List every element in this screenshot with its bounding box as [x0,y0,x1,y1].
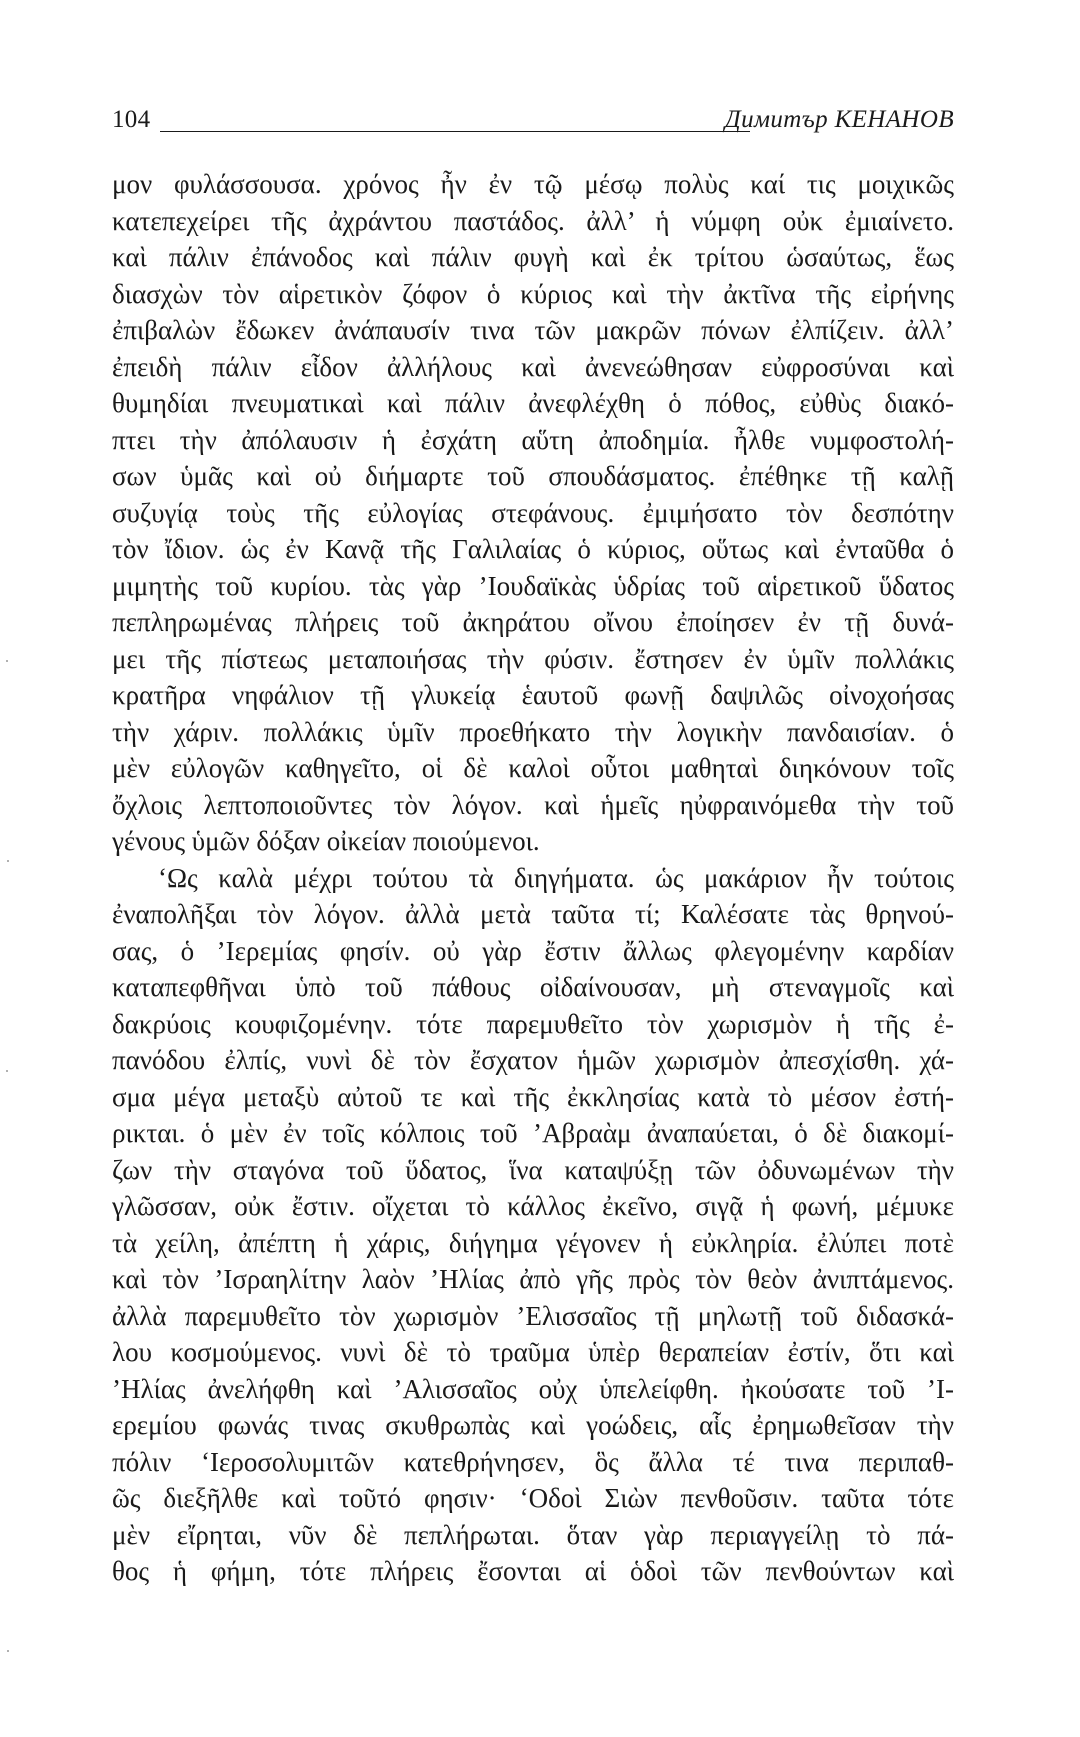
text-line: μει τῆς πίστεως μεταποιήσας τὴν φύσιν. ἔστησεν ἐν ὑμῖν πολλάκις [112,643,954,674]
text-line: γλῶσσαν, οὐκ ἔστιν. οἴχεται τὸ κάλλος ἐκεῖνο, σιγᾷ ἡ φωνή, μέμυκε [112,1191,954,1221]
text-line: διασχὼν τὸν αἱρετικὸν ζόφον ὁ κύριος καὶ τὴν ἀκτῖνα τῆς εἰρήνης [112,278,954,309]
text-line: μιμητὴς τοῦ κυρίου. τὰς γὰρ ’Ιουδαϊκὰς ὑδρίας τοῦ αἱρετικοῦ ὕδατος [112,570,954,601]
text-line: ἀλλὰ παρεμυθεῖτο τὸν χωρισμὸν ’Ελισσαῖος τῇ μηλωτῇ τοῦ διδασκά- [112,1300,954,1331]
running-head: Димитър КЕНАНОВ [724,106,954,133]
text-line: λου κοσμούμενος. νυνὶ δὲ τὸ τραῦμα ὑπὲρ θεραπείαν ἐστίν, ὅτι καὶ [112,1337,954,1367]
text-line: μὲν εὐλογῶν καθηγεῖτο, οἱ δὲ καλοὶ οὗτοι μαθηταὶ διηκόνουν τοῖς [112,753,954,783]
text-line: ἐπειδὴ πάλιν εἶδον ἀλλήλους καὶ ἀνενεώθησαν εὐφροσύναι καὶ [112,351,954,382]
text-line: καταπεφθῆναι ὑπὸ τοῦ πάθους οἰδαίνουσαν, μὴ στεναγμοῖς καὶ [112,972,954,1002]
text-line: τὴν χάριν. πολλάκις ὑμῖν προεθήκατο τὴν λογικὴν πανδαισίαν. ὁ [112,716,954,747]
scan-speck [6,1070,8,1072]
text-line: ἐπιβαλὼν ἔδωκεν ἀνάπαυσίν τινα τῶν μακρῶν πόνων ἐλπίζειν. ἀλλ’ [112,315,954,345]
text-line: σας, ὁ ’Ιερεμίας φησίν. οὐ γὰρ ἔστιν ἄλλως φλεγομένην καρδίαν [112,935,954,966]
text-line: σμα μέγα μεταξὺ αὐτοῦ τε καὶ τῆς ἐκκλησίας κατὰ τὸ μέσον ἐστή- [112,1081,954,1112]
text-line: μον φυλάσσουσα. χρόνος ἦν ἐν τῷ μέσῳ πολὺς καί τις μοιχικῶς [112,169,954,199]
header-rule [160,131,750,132]
text-line: κρατῆρα νηφάλιον τῇ γλυκείᾳ ἑαυτοῦ φωνῇ δαψιλῶς οἰνοχοήσας [112,680,954,710]
text-line: ὄχλοις λεπτοποιοῦντες τὸν λόγον. καὶ ἡμεῖς ηὐφραινόμεθα τὴν τοῦ [112,789,954,820]
text-line: κατεπεχείρει τῆς ἀχράντου παστάδος. ἀλλ’ ἡ νύμφη οὐκ ἐμιαίνετο. [112,205,954,236]
scan-speck [7,1650,9,1652]
text-line: σων ὑμᾶς καὶ οὐ διήμαρτε τοῦ σπουδάσματος. ἐπέθηκε τῇ καλῇ [112,461,954,491]
text-line: ῶς διεξῆλθε καὶ τοῦτό φησιν· ‘Οδοὶ Σιὼν πενθοῦσιν. ταῦτα τότε [112,1483,954,1513]
text-line: πανόδου ἐλπίς, νυνὶ δὲ τὸν ἔσχατον ἡμῶν χωρισμὸν ἀπεσχίσθη. χά- [112,1045,954,1075]
text-line: πτει τὴν ἀπόλαυσιν ἡ ἐσχάτη αὕτη ἀποδημία. ἦλθε νυμφοστολή- [112,424,954,455]
text-line: δακρύοις κουφιζομένην. τότε παρεμυθεῖτο τὸν χωρισμὸν ἡ τῆς ἐ- [112,1008,954,1039]
text-line: πεπληρωμένας πλήρεις τοῦ ἀκηράτου οἴνου ἐποίησεν ἐν τῇ δυνά- [112,607,954,637]
page-header [112,104,954,144]
text-line: καὶ πάλιν ἐπάνοδος καὶ πάλιν φυγὴ καὶ ἐκ τρίτου ὡσαύτως, ἕως [112,242,954,272]
text-line: τὰ χείλη, ἀπέπτη ἡ χάρις, διήγημα γέγονεν ἡ εὐκληρία. ἐλύπει ποτὲ [112,1227,954,1258]
body-text [112,166,954,1590]
text-line: ζων τὴν σταγόνα τοῦ ὕδατος, ἵνα καταψύξῃ τῶν ὀδυνωμένων τὴν [112,1154,954,1185]
text-line: τὸν ἴδιον. ὡς ἐν Κανᾷ τῆς Γαλιλαίας ὁ κύριος, οὕτως καὶ ἐνταῦθα ὁ [112,534,954,564]
text-line: θυμηδίαι πνευματικαὶ καὶ πάλιν ἀνεφλέχθη ὁ πόθος, εὐθὺς διακό- [112,388,954,418]
text-line: ερεμίου φωνάς τινας σκυθρωπὰς καὶ γοώδεις, αἷς ἐρημωθεῖσαν τὴν [112,1410,954,1440]
text-line: ‘Ως καλὰ μέχρι τούτου τὰ διηγήματα. ὡς μακάριον ἦν τούτοις [158,862,954,893]
paragraph-2 [112,860,954,1590]
text-line: μὲν εἴρηται, νῦν δὲ πεπλήρωται. ὅταν γὰρ περιαγγείλῃ τὸ πά- [112,1519,954,1550]
scan-speck [6,660,8,662]
text-line: ἐναπολῆξαι τὸν λόγον. ἀλλὰ μετὰ ταῦτα τί; Καλέσατε τὰς θρηνού- [112,899,954,929]
text-line: καὶ τὸν ’Ισραηλίτην λαὸν ’Ηλίας ἀπὸ γῆς πρὸς τὸν θεὸν ἀνιπτάμενος. [112,1264,954,1294]
paragraph-1 [112,166,954,860]
text-line: θος ἡ φήμη, τότε πλήρεις ἔσονται αἱ ὁδοὶ τῶν πενθούντων καὶ [112,1556,954,1586]
scan-speck [7,860,9,862]
text-line: πόλιν ‘Ιεροσολυμιτῶν κατεθρήνησεν, ὃς ἄλλα τέ τινα περιπαθ- [112,1446,954,1477]
page-number: 104 [112,106,151,133]
text-line: γένους ὑμῶν δόξαν οἰκείαν ποιούμενοι. [112,826,540,856]
text-line: ρικται. ὁ μὲν ἐν τοῖς κόλποις τοῦ ’Αβραὰμ ἀναπαύεται, ὁ δὲ διακομί- [112,1118,954,1148]
text-line: ’Ηλίας ἀνελήφθη καὶ ’Αλισσαῖος οὐχ ὑπελείφθη. ἠκούσατε τοῦ ’Ι- [112,1373,954,1404]
text-line: συζυγίᾳ τοὺς τῆς εὐλογίας στεφάνους. ἐμιμήσατο τὸν δεσπότην [112,497,954,528]
